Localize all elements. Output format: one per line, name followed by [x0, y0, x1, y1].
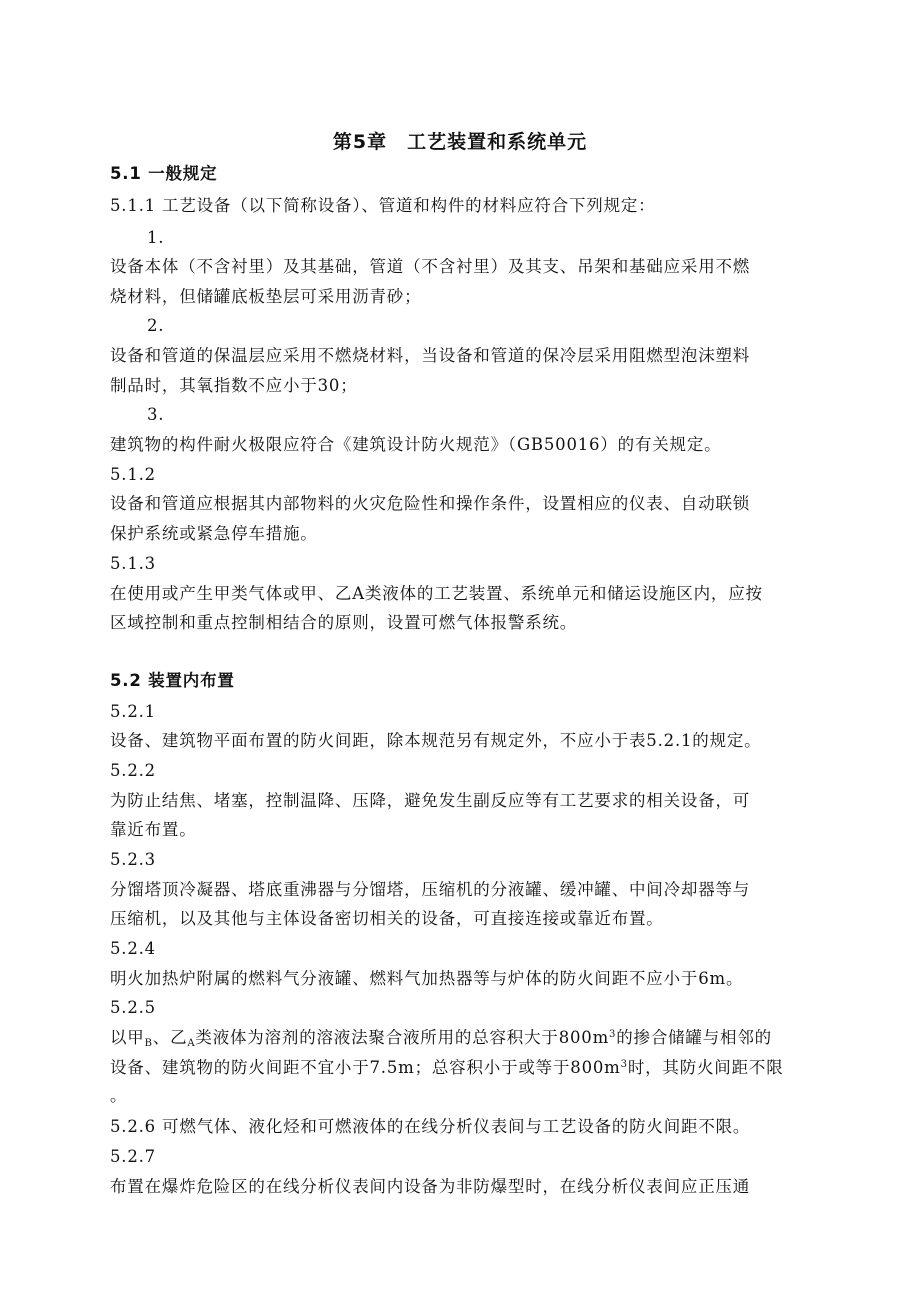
clause-5-2-2-line-2: 靠近布置。: [110, 820, 197, 839]
text-segment: 、乙: [152, 1028, 188, 1047]
item-2-line-1: 设备和管道的保温层应采用不燃烧材料，当设备和管道的保冷层采用阻燃型泡沫塑料: [110, 346, 751, 365]
clause-5-2-1-number: 5.2.1: [110, 702, 156, 721]
clause-5-2-5-number: 5.2.5: [110, 998, 156, 1017]
clause-5-1-1-intro: 5.1.1 工艺设备（以下简称设备）、管道和构件的材料应符合下列规定：: [110, 196, 656, 215]
clause-5-1-3-line-1: 在使用或产生甲类气体或甲、乙A类液体的工艺装置、系统单元和储运设施区内，应按: [110, 584, 763, 603]
clause-5-2-4-number: 5.2.4: [110, 939, 156, 958]
item-1-number: 1.: [147, 228, 165, 247]
clause-5-2-7-number: 5.2.7: [110, 1147, 156, 1166]
clause-5-2-1-line-1: 设备、建筑物平面布置的防火间距，除本规范另有规定外，不应小于表5.2.1的规定。: [110, 731, 762, 750]
section-5-2-heading: 5.2 装置内布置: [110, 671, 235, 690]
clause-5-2-5-line-2: [110, 1058, 784, 1078]
clause-5-2-5-line-1: [110, 1028, 772, 1048]
clause-5-2-5-line-3: 。: [110, 1086, 128, 1105]
clause-5-1-3-line-2: 区域控制和重点控制相结合的原则，设置可燃气体报警系统。: [110, 613, 578, 632]
clause-5-1-2-line-1: 设备和管道应根据其内部物料的火灾危险性和操作条件，设置相应的仪表、自动联锁: [110, 494, 751, 513]
clause-5-2-7-line-1: 布置在爆炸危险区的在线分析仪表间内设备为非防爆型时，在线分析仪表间应正压通: [110, 1177, 751, 1196]
item-3-number: 3.: [147, 405, 165, 424]
text-segment: 以甲: [110, 1028, 145, 1047]
text-segment: 类液体为溶剂的溶液法聚合液所用的总容积大于800m: [195, 1028, 610, 1047]
clause-5-1-2-line-2: 保护系统或紧急停车措施。: [110, 524, 318, 543]
item-3-line-1: 建筑物的构件耐火极限应符合《建筑设计防火规范》（GB50016）的有关规定。: [110, 435, 722, 454]
clause-5-2-2-line-1: 为防止结焦、堵塞，控制温降、压降，避免发生副反应等有工艺要求的相关设备，可: [110, 791, 751, 810]
item-1-line-2: 烧材料，但储罐底板垫层可采用沥青砂；: [110, 287, 422, 306]
text-segment: 的掺合储罐与相邻的: [616, 1028, 772, 1047]
superscript-3: 3: [609, 1029, 617, 1040]
clause-5-2-6: 5.2.6 可燃气体、液化烃和可燃液体的在线分析仪表间与工艺设备的防火间距不限。: [110, 1117, 751, 1136]
item-2-line-2: 制品时，其氧指数不应小于30；: [110, 376, 358, 395]
clause-5-2-3-line-1: 分馏塔顶冷凝器、塔底重沸器与分馏塔，压缩机的分液罐、缓冲罐、中间冷却器等与: [110, 880, 751, 899]
clause-5-1-2-number: 5.1.2: [110, 465, 156, 484]
clause-5-2-2-number: 5.2.2: [110, 761, 156, 780]
clause-5-1-3-number: 5.1.3: [110, 554, 156, 573]
clause-5-2-4-line-1: 明火加热炉附属的燃料气分液罐、燃料气加热器等与炉体的防火间距不应小于6m。: [110, 969, 744, 988]
item-2-number: 2.: [147, 316, 165, 335]
text-segment: 设备、建筑物的防火间距不宜小于7.5m；总容积小于或等于800m: [110, 1058, 621, 1077]
subscript-a: A: [187, 1038, 196, 1049]
superscript-3: 3: [620, 1059, 628, 1070]
clause-5-2-3-number: 5.2.3: [110, 850, 156, 869]
subscript-b: B: [144, 1038, 153, 1049]
text-segment: 时，其防火间距不限: [627, 1058, 784, 1077]
chapter-title: 第5章 工艺装置和系统单元: [332, 131, 588, 153]
section-5-1-heading: 5.1 一般规定: [110, 164, 218, 183]
item-1-line-1: 设备本体（不含衬里）及其基础，管道（不含衬里）及其支、吊架和基础应采用不燃: [110, 257, 751, 276]
clause-5-2-3-line-2: 压缩机，以及其他与主体设备密切相关的设备，可直接连接或靠近布置。: [110, 909, 664, 928]
